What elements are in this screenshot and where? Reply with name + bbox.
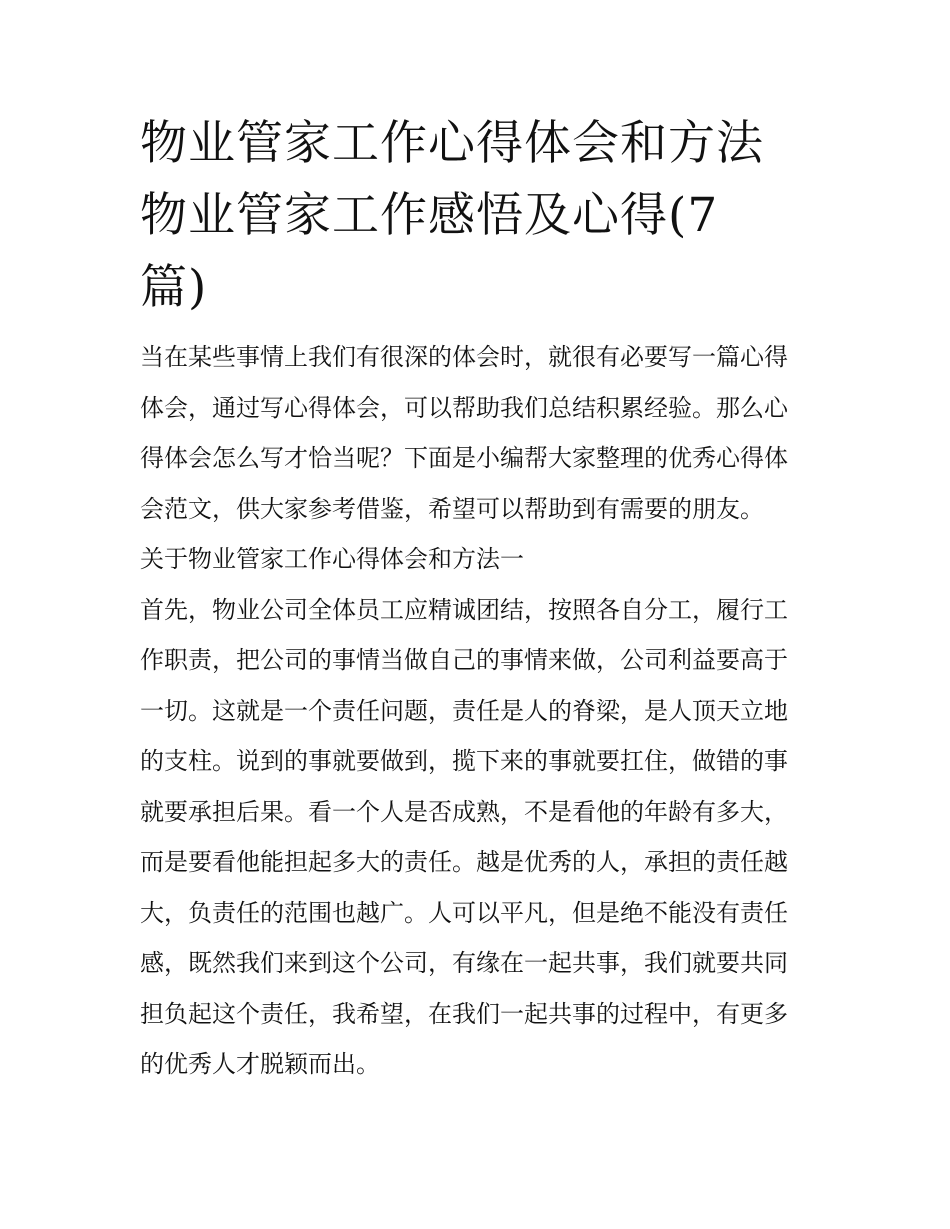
text-line: 担负起这个责任，我希望，在我们一起共事的过程中，有更多 bbox=[140, 999, 788, 1028]
text-line: 就要承担后果。看一个人是否成熟，不是看他的年龄有多大， bbox=[140, 797, 788, 826]
text-line: 的优秀人才脱颖而出。 bbox=[140, 1050, 380, 1078]
text-line: 关于物业管家工作心得体会和方法一 bbox=[140, 545, 524, 573]
title-line: 物业管家工作心得体会和方法 bbox=[140, 116, 764, 171]
intro-paragraph bbox=[140, 332, 820, 534]
document-title bbox=[140, 108, 820, 324]
text-line: 的支柱。说到的事就要做到，揽下来的事就要扛住，做错的事 bbox=[140, 747, 788, 775]
text-line: 一切。这就是一个责任问题，责任是人的脊梁，是人顶天立地 bbox=[140, 696, 788, 725]
text-line: 作职责，把公司的事情当做自己的事情来做，公司利益要高于 bbox=[140, 646, 788, 674]
text-line: 大，负责任的范围也越广。人可以平凡，但是绝不能没有责任 bbox=[140, 898, 788, 927]
document-page bbox=[140, 108, 820, 1090]
title-line: 篇) bbox=[140, 260, 208, 315]
text-line: 会范文，供大家参考借鉴，希望可以帮助到有需要的朋友。 bbox=[140, 494, 764, 523]
title-line: 物业管家工作感悟及心得(7 bbox=[140, 188, 719, 243]
document-body bbox=[140, 332, 820, 1090]
text-line: 当在某些事情上我们有很深的体会时，就很有必要写一篇心得 bbox=[140, 343, 788, 371]
text-line: 而是要看他能担起多大的责任。越是优秀的人，承担的责任越 bbox=[140, 848, 788, 876]
section-heading bbox=[140, 534, 820, 585]
text-line: 体会，通过写心得体会，可以帮助我们总结积累经验。那么心 bbox=[140, 393, 788, 422]
body-paragraph bbox=[140, 585, 820, 1090]
text-line: 感，既然我们来到这个公司，有缘在一起共事，我们就要共同 bbox=[140, 949, 788, 977]
text-line: 得体会怎么写才恰当呢？下面是小编帮大家整理的优秀心得体 bbox=[140, 444, 788, 472]
text-line: 首先，物业公司全体员工应精诚团结，按照各自分工，履行工 bbox=[140, 595, 788, 624]
